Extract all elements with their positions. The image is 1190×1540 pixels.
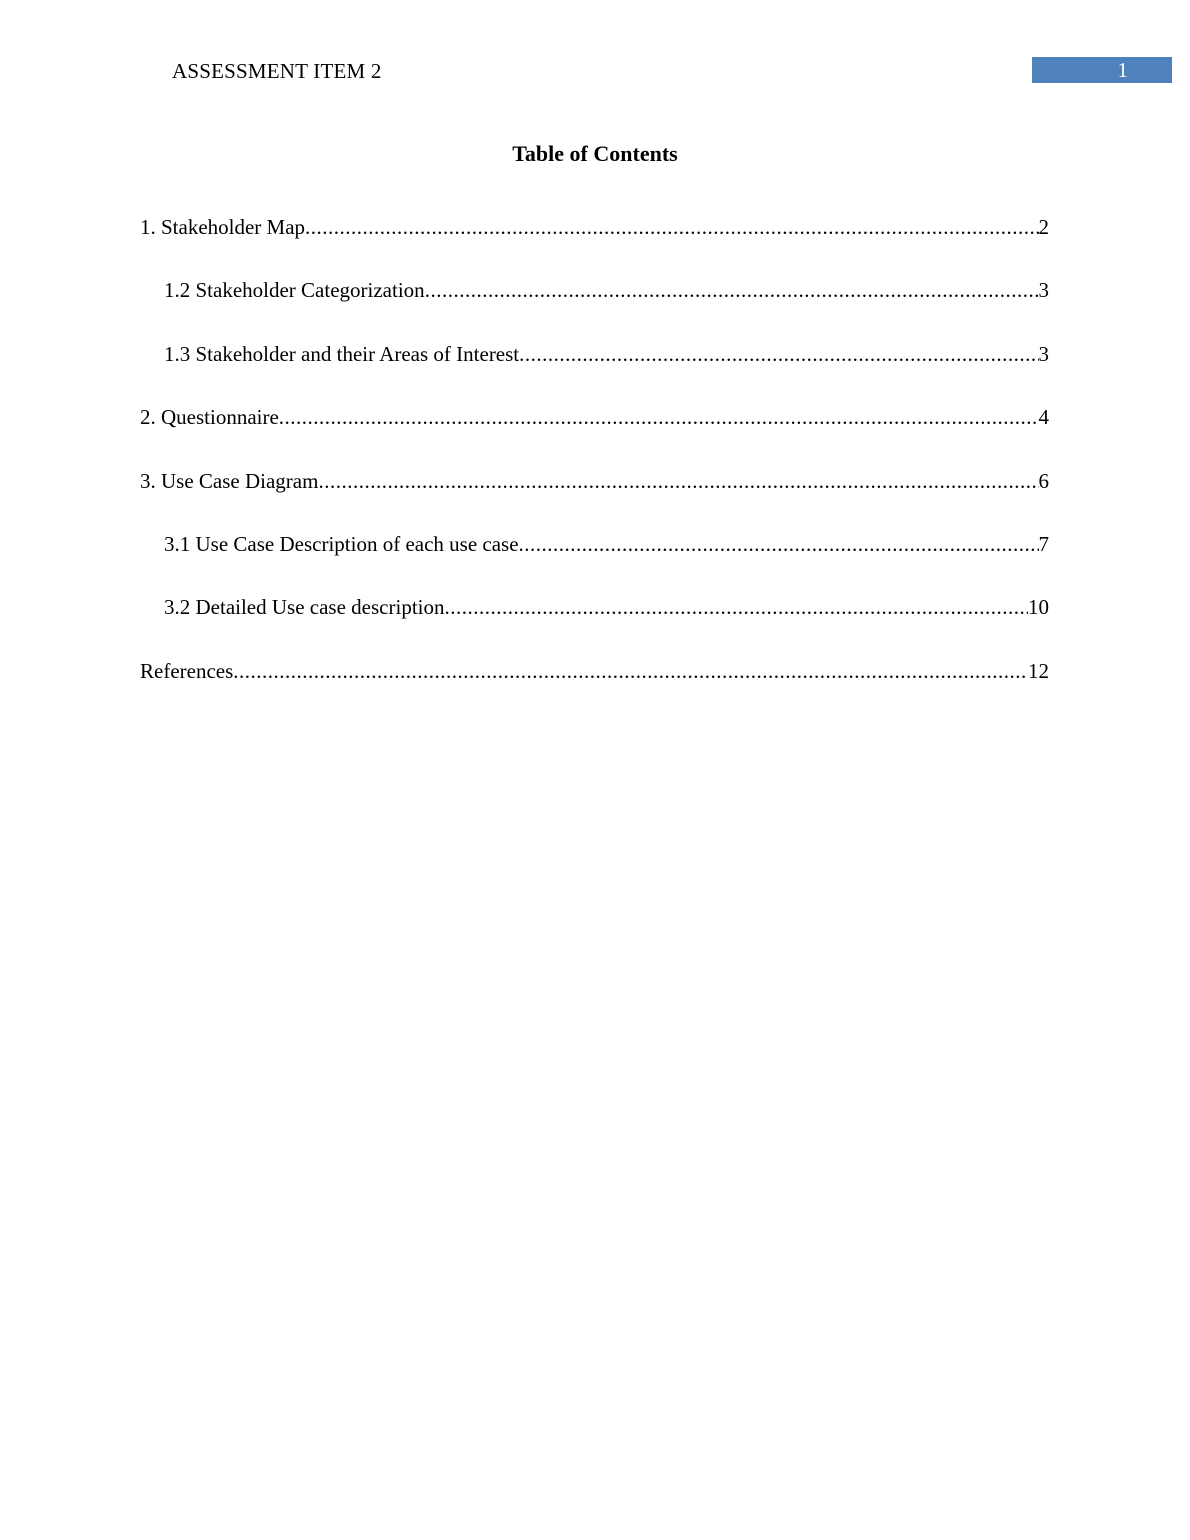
toc-entry-stakeholder-categorization[interactable] (140, 275, 1049, 338)
toc-entry-label: 3.1 Use Case Description of each use case (164, 531, 519, 556)
toc-entry-stakeholder-map[interactable] (140, 212, 1049, 275)
toc-dot-leader (279, 402, 1039, 432)
toc-entry-page: 3 (1038, 341, 1049, 366)
toc-entry-label: 1.3 Stakeholder and their Areas of Interest (164, 341, 520, 366)
toc-entry-page: 7 (1038, 531, 1049, 556)
toc-dot-leader (305, 212, 1038, 242)
toc-entry-page: 2 (1038, 215, 1049, 239)
toc-entry-label: References (140, 658, 234, 683)
toc-dot-leader (233, 656, 1028, 686)
toc-entry-use-case-diagram[interactable] (140, 466, 1049, 529)
toc-entry-detailed-use-case[interactable] (140, 592, 1049, 655)
toc-entry-page: 10 (1028, 595, 1049, 620)
toc-entry-label: 3.2 Detailed Use case description (164, 595, 445, 620)
toc-entry-questionnaire[interactable] (140, 402, 1049, 465)
toc-entry-stakeholder-interests[interactable] (140, 339, 1049, 402)
toc-entry-page: 3 (1038, 278, 1049, 303)
toc-entry-use-case-description[interactable] (140, 529, 1049, 592)
toc-entry-references[interactable] (140, 656, 1049, 719)
toc-dot-leader (519, 529, 1039, 559)
page-number: 1 (1117, 58, 1128, 82)
toc-dot-leader (425, 275, 1039, 305)
toc-entry-label: 1. Stakeholder Map (140, 215, 306, 239)
page-number-box (1032, 57, 1172, 83)
toc-dot-leader (445, 592, 1029, 622)
toc-entry-label: 1.2 Stakeholder Categorization (164, 278, 425, 303)
toc-entry-page: 6 (1038, 468, 1049, 493)
toc-dot-leader (519, 339, 1038, 369)
toc-entry-label: 3. Use Case Diagram (140, 468, 319, 493)
toc-entry-page: 4 (1038, 405, 1049, 430)
running-head: ASSESSMENT ITEM 2 (172, 59, 382, 83)
toc-entry-label: 2. Questionnaire (140, 405, 279, 430)
toc-dot-leader (318, 466, 1038, 496)
toc-entry-page: 12 (1028, 658, 1049, 683)
toc-title: Table of Contents (512, 141, 678, 166)
table-of-contents (140, 212, 1049, 719)
